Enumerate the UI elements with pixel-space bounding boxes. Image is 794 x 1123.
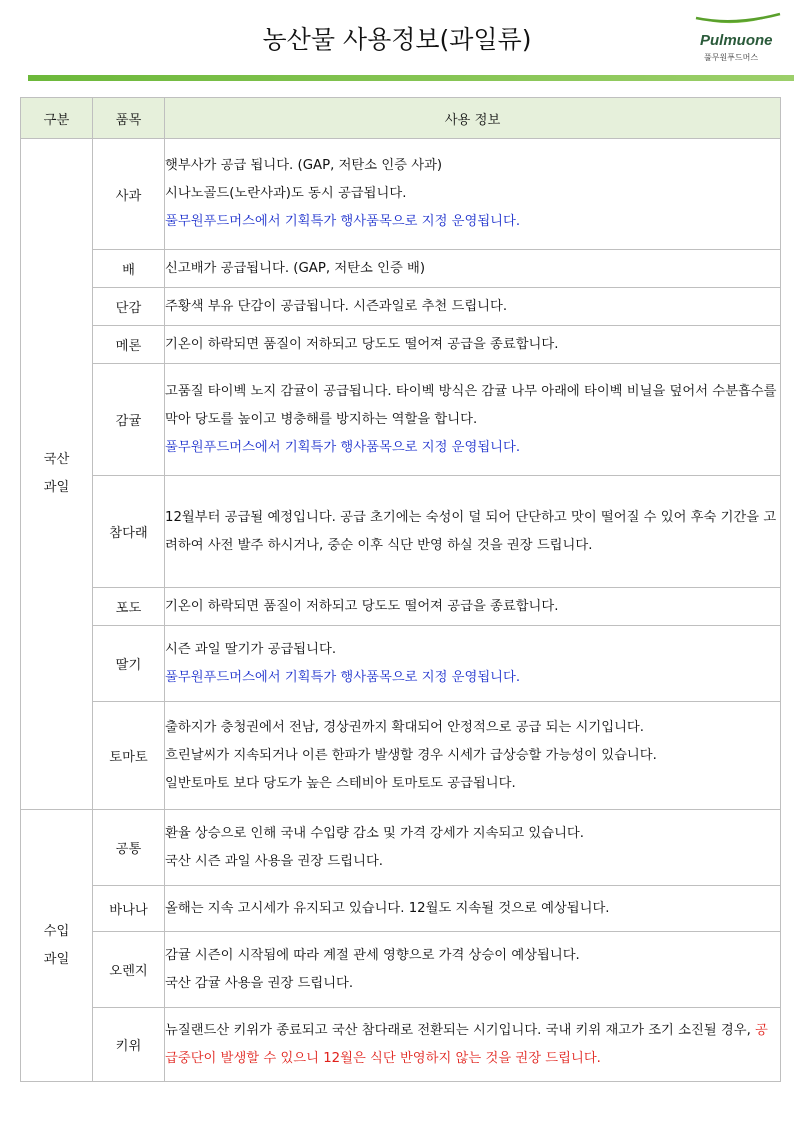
info-line: [165, 293, 780, 321]
info-line: [165, 331, 780, 359]
table-row: [21, 886, 781, 932]
info-text: 주황색 부유 단감이 공급됩니다. 시즌과일로 추천 드립니다.: [165, 298, 508, 314]
logo-sub-text: 풀무원푸드머스: [704, 53, 759, 62]
table-row: [21, 932, 781, 1008]
info-line: [165, 434, 780, 462]
table-row: [21, 326, 781, 364]
header-item: 품목: [93, 98, 165, 139]
item-cell: 배: [93, 250, 165, 288]
table-row: [21, 476, 781, 588]
header-divider: [28, 75, 794, 81]
info-cell: [165, 702, 781, 810]
warning-text: 공급중단이 발생할 수 있으니 12월은 식단 반영하지 않는 것을 권장 드립니다.: [165, 1022, 768, 1066]
info-line: [165, 942, 780, 970]
info-cell: [165, 626, 781, 702]
info-text: 햇부사가 공급 됩니다. (GAP, 저탄소 인증 사과): [165, 158, 443, 173]
table-row: [21, 139, 781, 250]
info-line: [165, 848, 780, 876]
logo-brand-text: Pulmuone: [700, 32, 773, 49]
info-text: 신고배가 공급됩니다. (GAP, 저탄소 인증 배): [165, 260, 426, 276]
item-cell: 참다래: [93, 476, 165, 588]
info-text: 국산 시즌 과일 사용을 권장 드립니다.: [165, 853, 384, 869]
table-row: [21, 588, 781, 626]
header-info: 사용 정보: [165, 98, 781, 139]
info-line: [165, 180, 780, 208]
table-row: [21, 288, 781, 326]
table-row: [21, 626, 781, 702]
info-cell: [165, 250, 781, 288]
info-line: [165, 593, 780, 621]
group-label: 수입 과일: [43, 923, 70, 967]
info-cell: [165, 588, 781, 626]
info-line: [165, 970, 780, 998]
info-cell: [165, 288, 781, 326]
info-cell: [165, 139, 781, 250]
item-cell: 메론: [93, 326, 165, 364]
info-text: 시즌 과일 딸기가 공급됩니다.: [165, 641, 337, 657]
info-text: 기온이 하락되면 품질이 저하되고 당도도 떨어져 공급을 종료합니다.: [165, 598, 559, 614]
item-cell: 공통: [93, 810, 165, 886]
item-cell: 사과: [93, 139, 165, 250]
info-cell: [165, 326, 781, 364]
info-line: [165, 770, 780, 798]
info-text: 12월부터 공급될 예정입니다. 공급 초기에는 숙성이 덜 되어 단단하고 맛이 떨어질 수 있어 후숙 기간을 고려하여 사전 발주 하시거나, 중순 이후 식단 반영 하실 것을 권장 드립니다.: [165, 509, 777, 553]
info-line: [165, 152, 780, 180]
info-line: [165, 1017, 780, 1073]
info-line: [165, 255, 780, 283]
info-line: [165, 664, 780, 692]
fruit-info-table: [20, 97, 781, 1082]
group-cell: [21, 139, 93, 810]
info-line: [165, 820, 780, 848]
item-cell: 감귤: [93, 364, 165, 476]
info-line: [165, 504, 780, 560]
info-text: 감귤 시즌이 시작됨에 따라 계절 관세 영향으로 가격 상승이 예상됩니다.: [165, 947, 580, 963]
info-text: 시나노골드(노란사과)도 동시 공급됩니다.: [165, 186, 407, 201]
info-text: 일반토마토 보다 당도가 높은 스테비아 토마토도 공급됩니다.: [165, 775, 516, 791]
group-cell: [21, 810, 93, 1082]
item-cell: 딸기: [93, 626, 165, 702]
info-text: 흐린날씨가 지속되거나 이른 한파가 발생할 경우 시세가 급상승할 가능성이 있습니다.: [165, 747, 657, 763]
info-text: 국산 감귤 사용을 권장 드립니다.: [165, 975, 354, 991]
info-cell: [165, 932, 781, 1008]
info-text: 올해는 지속 고시세가 유지되고 있습니다. 12월도 지속될 것으로 예상됩니다.: [165, 900, 610, 916]
info-cell: [165, 364, 781, 476]
info-text: 환율 상승으로 인해 국내 수입량 감소 및 가격 강세가 지속되고 있습니다.: [165, 825, 584, 841]
item-cell: 포도: [93, 588, 165, 626]
table-header-row: [21, 98, 781, 139]
info-cell: [165, 1008, 781, 1082]
info-text: 출하지가 충청권에서 전남, 경상권까지 확대되어 안정적으로 공급 되는 시기입니다.: [165, 719, 644, 735]
info-text: 풀무원푸드머스에서 기획특가 행사품목으로 지정 운영됩니다.: [165, 214, 521, 229]
info-cell: [165, 476, 781, 588]
info-line: [165, 895, 780, 923]
header-group: 구분: [21, 98, 93, 139]
info-text: 기온이 하락되면 품질이 저하되고 당도도 떨어져 공급을 종료합니다.: [165, 336, 559, 352]
info-cell: [165, 886, 781, 932]
table-row: [21, 810, 781, 886]
info-line: [165, 636, 780, 664]
info-text: 뉴질랜드산 키위가 종료되고 국산 참다래로 전환되는 시기입니다. 국내 키위 재고가 조기 소진될 경우,: [165, 1022, 756, 1038]
page-title: 농산물 사용정보(과일류): [262, 25, 532, 54]
logo-swoosh-icon: [694, 12, 782, 32]
info-line: [165, 208, 780, 236]
item-cell: 단감: [93, 288, 165, 326]
table-row: [21, 250, 781, 288]
info-cell: [165, 810, 781, 886]
info-text: 풀무원푸드머스에서 기획특가 행사품목으로 지정 운영됩니다.: [165, 669, 521, 685]
item-cell: 키위: [93, 1008, 165, 1082]
table-row: [21, 1008, 781, 1082]
info-text: 고품질 타이벡 노지 감귤이 공급됩니다. 타이벡 방식은 감귤 나무 아래에 타이벡 비닐을 덮어서 수분흡수를 막아 당도를 높이고 병충해를 방지하는 역할을 합니다.: [165, 383, 777, 427]
info-line: [165, 742, 780, 770]
info-text: 풀무원푸드머스에서 기획특가 행사품목으로 지정 운영됩니다.: [165, 439, 521, 455]
table-row: [21, 702, 781, 810]
info-line: [165, 714, 780, 742]
item-cell: 바나나: [93, 886, 165, 932]
info-line: [165, 378, 780, 434]
table-row: [21, 364, 781, 476]
pulmuone-logo: [690, 12, 785, 72]
item-cell: 토마토: [93, 702, 165, 810]
group-label: 국산 과일: [43, 452, 70, 495]
item-cell: 오렌지: [93, 932, 165, 1008]
